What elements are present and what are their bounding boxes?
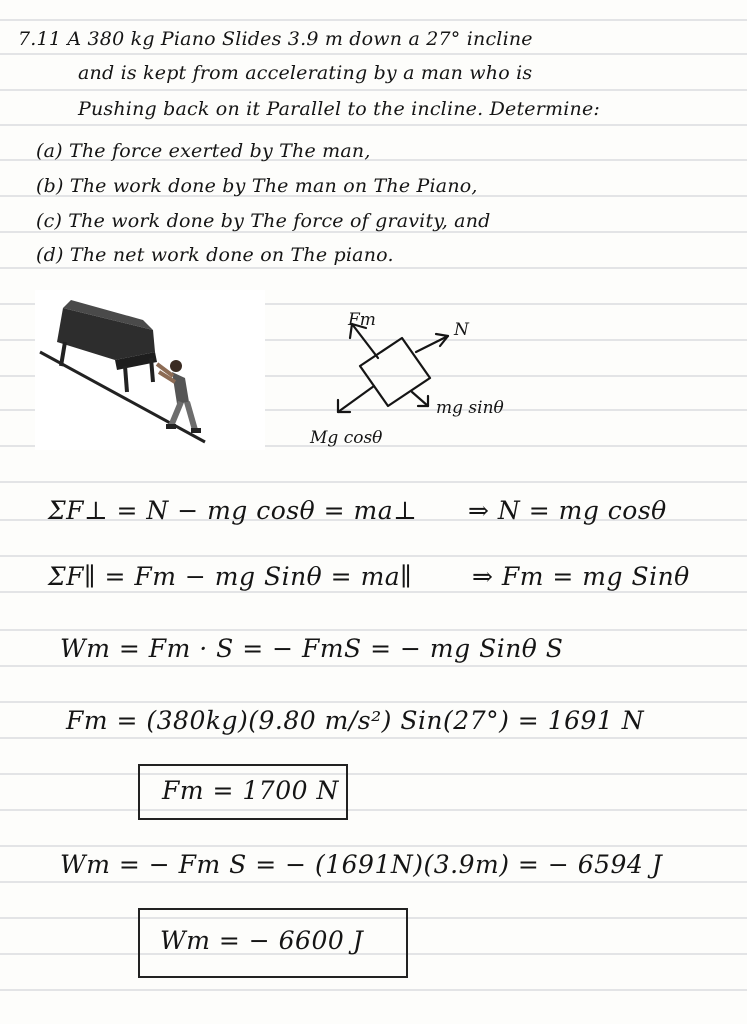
label-mgsin: mg sinθ xyxy=(436,398,504,418)
equation-sum-par-result: ⇒ Fm = mg Sinθ xyxy=(472,562,690,591)
problem-part-d: (d) The net work done on The piano. xyxy=(36,244,394,266)
problem-part-b: (b) The work done by The man on The Piano, xyxy=(36,175,478,197)
answer-fm: Fm = 1700 N xyxy=(162,776,339,805)
problem-part-c: (c) The work done by The force of gravity, and xyxy=(36,210,491,232)
equation-sum-perp: ΣF⊥ = N − mg cosθ = ma⊥ xyxy=(48,496,418,525)
problem-line-1: 7.11 A 380 kg Piano Slides 3.9 m down a 27° incline xyxy=(18,28,533,50)
equation-sum-perp-result: ⇒ N = mg cosθ xyxy=(468,496,667,525)
equation-sum-par: ΣF∥ = Fm − mg Sinθ = ma∥ xyxy=(48,562,413,591)
problem-line-3: Pushing back on it Parallel to the incline. Determine: xyxy=(78,98,601,120)
answer-wm: Wm = − 6600 J xyxy=(160,926,364,955)
equation-wm-value: Wm = − Fm S = − (1691N)(3.9m) = − 6594 J xyxy=(60,850,663,879)
equation-work-def: Wm = Fm · S = − FmS = − mg Sinθ S xyxy=(60,634,564,663)
equation-fm-value: Fm = (380kg)(9.80 m/s²) Sin(27°) = 1691 N xyxy=(66,706,645,735)
piano-incline-illustration xyxy=(35,290,265,450)
answer-box-fm xyxy=(138,764,348,820)
label-n: N xyxy=(454,320,469,340)
n-arrow xyxy=(416,336,448,352)
mgsin-arrow xyxy=(412,392,428,406)
label-fm: Fm xyxy=(348,310,376,330)
answer-box-wm xyxy=(138,908,408,978)
problem-part-a: (a) The force exerted by The man, xyxy=(36,140,371,162)
mgcos-arrow xyxy=(338,386,374,412)
problem-line-2: and is kept from accelerating by a man who is xyxy=(78,62,533,84)
label-mgcos: Mg cosθ xyxy=(310,428,383,448)
